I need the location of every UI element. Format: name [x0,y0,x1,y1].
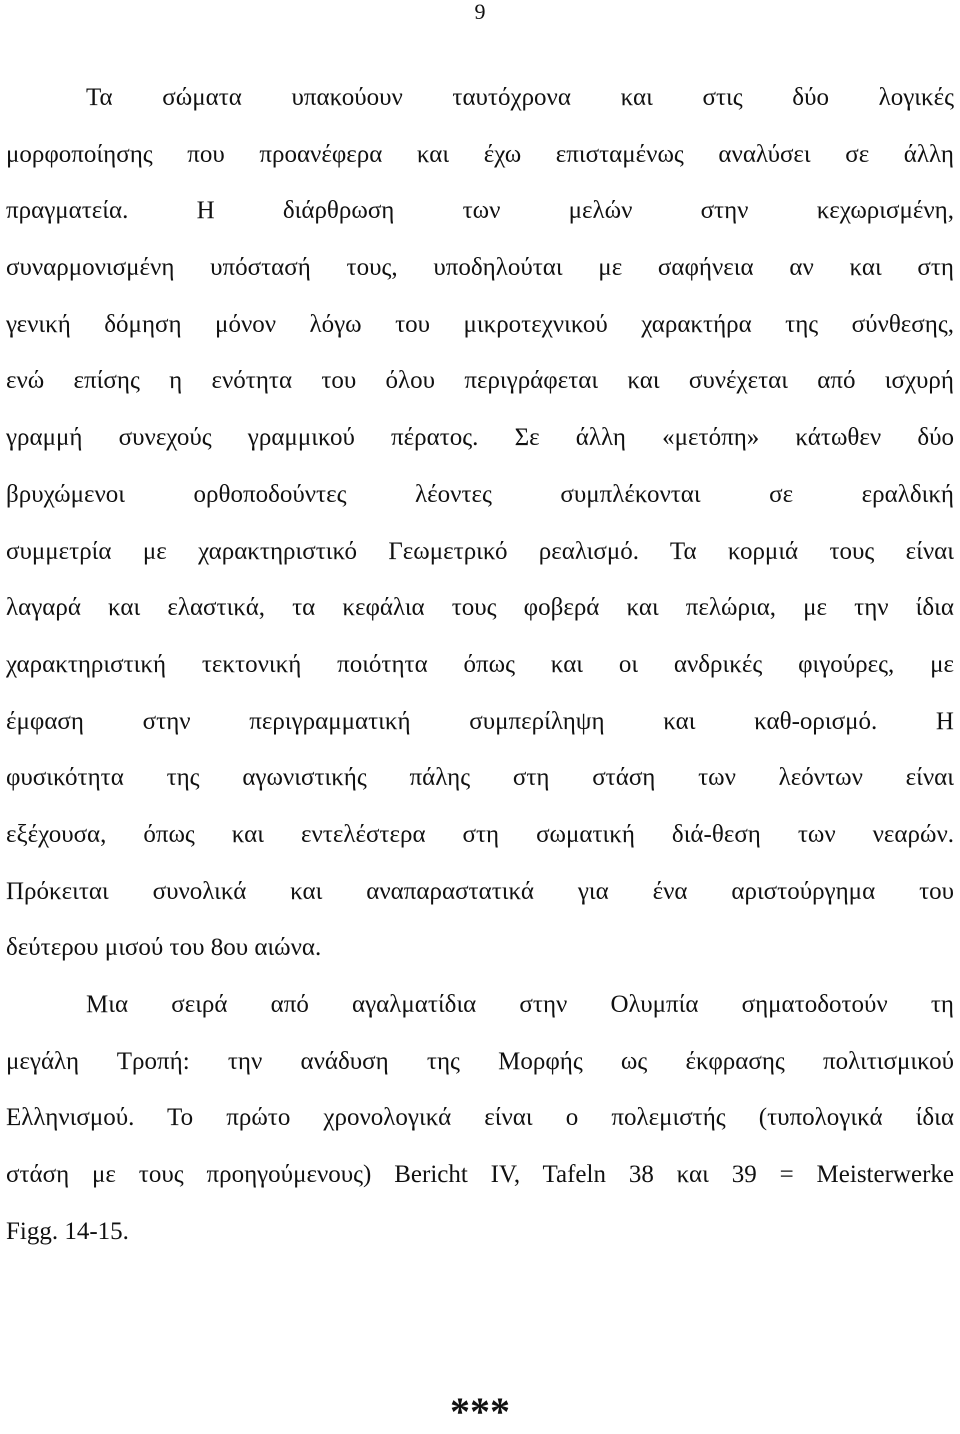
text-line: συμμετρία με χαρακτηριστικό Γεωμετρικό ρεαλισμό. Τα κορμιά τους είναι [6,537,954,565]
text-line: ενώ επίσης η ενότητα του όλου περιγράφεται και συνέχεται από ισχυρή [6,367,954,395]
text-line: γενική δόμηση μόνον λόγω του μικροτεχνικού χαρακτήρα της σύνθεσης, [6,310,954,338]
text-line: φυσικότητα της αγωνιστικής πάλης στη στάση των λεόντων είναι [6,764,954,792]
text-line: γραμμή συνεχούς γραμμικού πέρατος. Σε άλλη «μετόπη» κάτωθεν δύο [6,424,954,452]
text-line: εξέχουσα, όπως και εντελέστερα στη σωματική διά-θεση των νεαρών. [6,820,954,848]
text-line: στάση με τους προηγούμενους) Bericht IV, Tafeln 38 και 39 = Meisterwerke [6,1161,954,1189]
text-line: πραγματεία. Η διάρθρωση των μελών στην κεχωρισμένη, [6,197,954,225]
text-line: Πρόκειται συνολικά και αναπαραστατικά για ένα αριστούργημα του [6,877,954,905]
text-line: συναρμονισμένη υπόστασή τους, υποδηλούται με σαφήνεια αν και στη [6,254,954,282]
text-line: μεγάλη Τροπή: την ανάδυση της Μορφής ως έκφρασης πολιτισμικού [6,1047,954,1075]
page-number: 9 [474,0,486,24]
text-line: Figg. 14-15. [6,1217,129,1245]
body-text [6,70,954,1260]
text-line: Τα σώματα υπακούουν ταυτόχρονα και στις δύο λογικές [86,84,954,111]
text-line: έμφαση στην περιγραμματική συμπερίληψη και καθ-ορισμό. Η [6,707,954,735]
section-separator: *** [450,1389,510,1434]
text-line: λαγαρά και ελαστικά, τα κεφάλια τους φοβερά και πελώρια, με την ίδια [6,594,954,622]
text-line: μορφοποίησης που προανέφερα και έχω επισταμένως αναλύσει σε άλλη [6,140,954,168]
text-line: Ελληνισμού. Το πρώτο χρονολογικά είναι ο πολεμιστής (τυπολογικά ίδια [6,1104,954,1132]
text-line: χαρακτηριστική τεκτονική ποιότητα όπως και οι ανδρικές φιγούρες, με [6,650,954,678]
text-line: βρυχώμενοι ορθοποδούντες λέοντες συμπλέκονται σε εραλδική [6,480,954,508]
text-line: δεύτερου μισού του 8ου αιώνα. [6,934,322,962]
text-line: Μια σειρά από αγαλματίδια στην Ολυμπία σηματοδοτούν τη [86,991,954,1018]
